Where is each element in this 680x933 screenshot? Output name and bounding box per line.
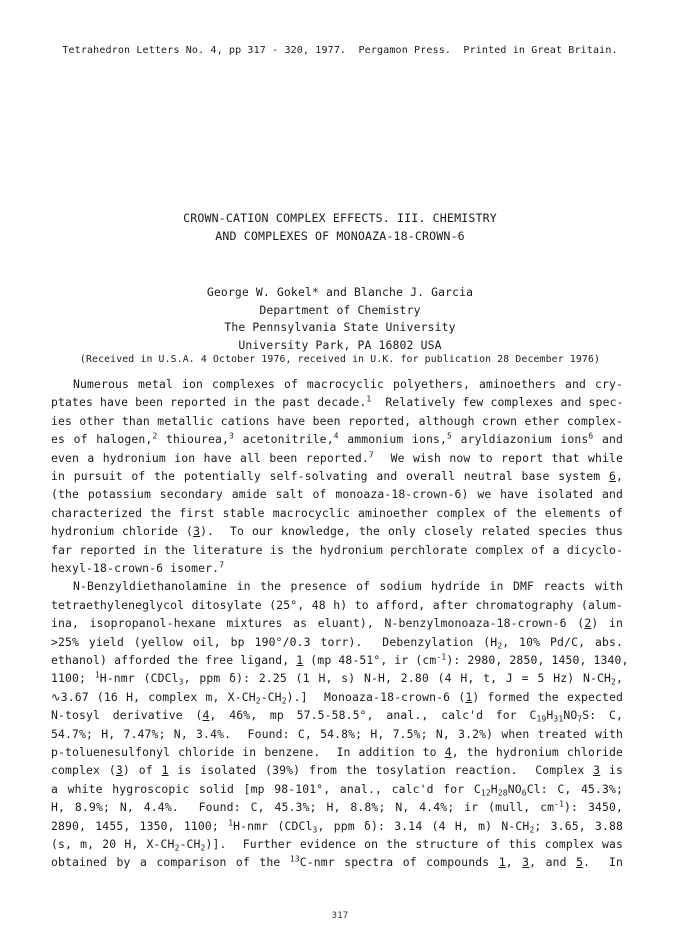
- body-line: in pursuit of the potentially self-solvating and overall neutral base system 6,: [51, 469, 623, 483]
- received-dates: (Received in U.S.A. 4 October 1976, received in U.K. for publication 28 December 1976): [79, 354, 601, 365]
- body-line: >25% yield (yellow oil, bp 190°/0.3 torr). Debenzylation ($H_2$, 10% Pd/C, abs.: [51, 634, 624, 650]
- body-line: p-toluenesulfonyl chloride in benzene. In addition to 4, the hydronium chloride: [51, 745, 623, 759]
- body-line: 2890, 1455, 1350, 1100; $^1$H-nmr (CDCl$_3$, ppm δ): 3.14 (4 H, m) $N-CH_2$; 3.65, 3.88: [51, 818, 624, 834]
- title-line-2: AND COMPLEXES OF MONOAZA-18-CROWN-6: [215, 229, 465, 243]
- body-line: ptates have been reported in the past decade.$^1$ Relatively few complexes and spec-: [51, 395, 624, 410]
- body-line: ina, isopropanol-hexane mixtures as eluant), N-benzylmonoaza-18-crown-6 (2) in: [51, 616, 623, 631]
- body-line: complex (3) of 1 is isolated (39%) from the tosylation reaction. Complex 3 is: [51, 763, 624, 778]
- affiliation-university: The Pennsylvania State University: [224, 320, 456, 334]
- page-number: 317: [331, 911, 349, 921]
- body-line: tetraethyleneglycol ditosylate (25°, 48 h) to afford, after chromatography (alum-: [51, 597, 623, 612]
- body-line: obtained by a comparison of the $^{13}$C-nmr spectra of compounds 1, 3, and 5. In: [51, 855, 624, 870]
- affiliation-location: University Park, PA 16802 USA: [238, 338, 442, 352]
- body-line: (s, m, 20 H, $X-CH_2-CH_2$)]. Further evidence on the structure of this complex was: [51, 837, 623, 853]
- affiliation-department: Department of Chemistry: [259, 303, 421, 317]
- body-line: 54.7%; H, 7.47%; N, 3.4%. Found: C, 54.8%; H, 7.5%; N, 3.2%) when treated with: [51, 726, 623, 741]
- body-line: hexyl-18-crown-6 isomer.$^7$: [51, 560, 225, 575]
- body-line: a white hygroscopic solid [mp 98-101°, anal., calc'd for $C_{12}H_{28}NO_6Cl$: C, 45.3%;: [51, 781, 623, 798]
- body-line: H, 8.9%; N, 4.4%. Found: C, 45.3%; H, 8.8%; N, 4.4%; ir (mull, $cm^{-1}$): 3450,: [51, 799, 624, 815]
- running-header: Tetrahedron Letters No. 4, pp 317 - 320, 1977. Pergamon Press. Printed in Great Britain.: [62, 45, 618, 56]
- body-line: ies other than metallic cations have been reported, although crown ether complex-: [51, 413, 623, 428]
- body-line: ethanol) afforded the free ligand, 1 (mp 48-51°, ir $(cm^{-1})$: 2980, 2850, 1450, 1340,: [51, 652, 629, 667]
- body-line: hydronium chloride (3). To our knowledge, the only closely related species thus: [51, 524, 624, 539]
- body-line: far reported in the literature is the hydronium perchlorate complex of a dicyclo-: [51, 542, 623, 557]
- body-line: ∿3.67 (16 H, complex m, $X-CH_2-CH_2$).] Monoaza-18-crown-6 (1) formed the expected: [51, 689, 624, 706]
- body-line: (the potassium secondary amide salt of monoaza-18-crown-6) we have isolated and: [51, 487, 623, 502]
- body-line: es of halogen,$^2$ thiourea,$^3$ acetonitrile,$^4$ ammonium ions,$^5$ aryldiazonium ions$^6$ and: [51, 431, 623, 447]
- authors: George W. Gokel* and Blanche J. Garcia: [206, 285, 474, 299]
- body-line: N-tosyl derivative (4, 46%, mp 57.5-58.5°, anal., calc'd for $C_{19}H_{31}NO_7S$: C,: [51, 708, 624, 724]
- body-line: 1100; $^1$H-nmr (CDCl$_3$, ppm δ): 2.25 (1 H, s) N-H, 2.80 (4 H, t, J = 5 Hz) $N-CH_2$,: [51, 671, 623, 687]
- body-line: Numerous metal ion complexes of macrocyclic polyethers, aminoethers and cry-: [73, 377, 623, 391]
- title-line-1: CROWN-CATION COMPLEX EFFECTS. III. CHEMISTRY: [183, 211, 497, 225]
- body-line: even a hydronium ion have all been reported.$^7$ We wish now to report that while: [51, 450, 624, 465]
- body-line: characterized the first stable macrocyclic aminoether complex of the elements of: [51, 505, 623, 520]
- body-line: N-Benzyldiethanolamine in the presence of sodium hydride in DMF reacts with: [73, 579, 623, 594]
